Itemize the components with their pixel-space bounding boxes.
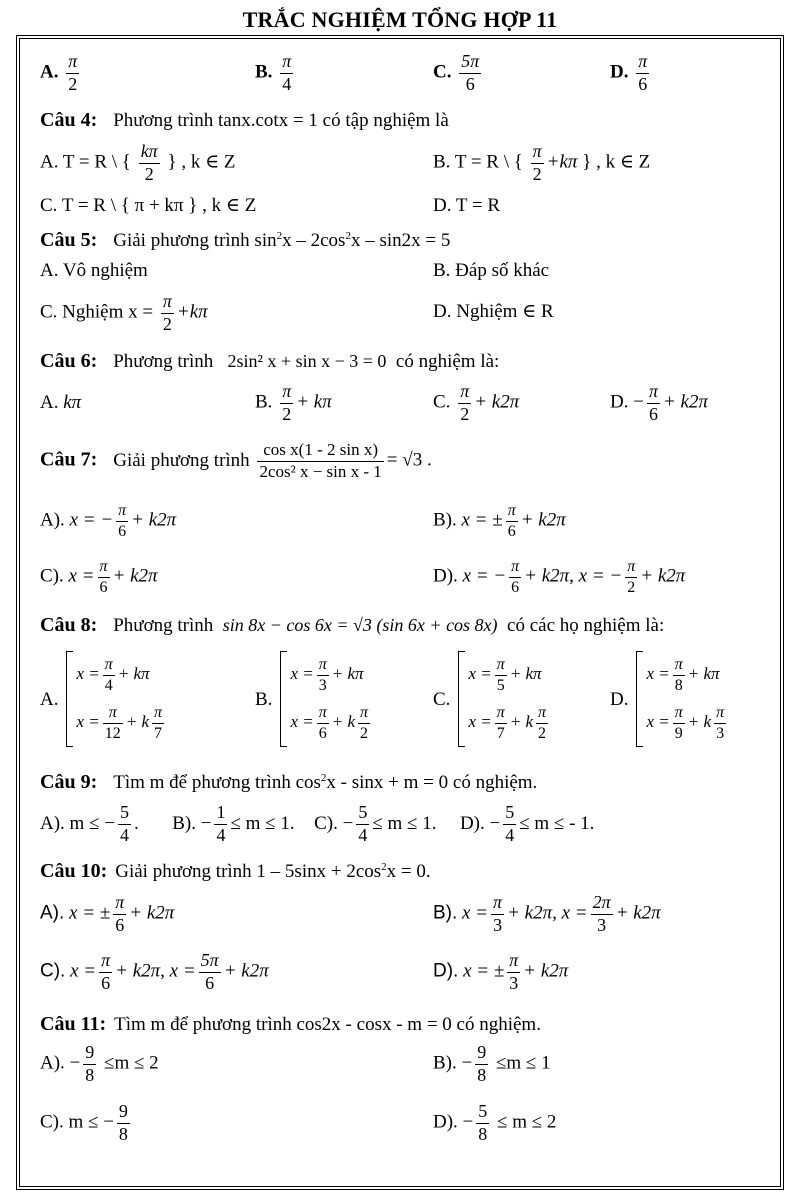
fraction: $\frac{\pi}{2}$: [360, 704, 369, 742]
fraction: $\frac{\pi}{6}$: [101, 950, 111, 993]
q7-option-b[interactable]: B). x = ± $\frac{\pi}{6}$ + k2π: [433, 502, 566, 540]
fraction: $\frac{1}{4}$: [216, 802, 226, 845]
q3-option-a[interactable]: A. $\frac{\pi}{2}$: [40, 51, 78, 94]
q6-option-c[interactable]: C. $\frac{\pi}{2}$ + k2π: [433, 381, 520, 424]
page-title: TRẮC NGHIỆM TỔNG HỢP 11: [242, 7, 558, 32]
fraction: $\frac{\pi}{12}$: [104, 704, 121, 742]
fraction: $\frac{\pi}{6}$: [115, 892, 125, 935]
q4-option-d[interactable]: D. T = R: [433, 195, 501, 216]
equation-system: x = $\frac{\pi}{5}$ + kπ x = $\frac{\pi}{7}$ + k $\frac{\pi}{2}$: [458, 651, 551, 747]
fraction: $\frac{\pi}{4}$: [282, 51, 292, 94]
fraction: $\frac{\text{cos x(1 - 2 sin x)}}{\text{2cos² x − sin x - 1}}$: [259, 440, 382, 481]
fraction: $\frac{\pi}{6}$: [648, 381, 658, 424]
q8-option-b[interactable]: B. x = $\frac{\pi}{3}$ + kπ x = $\frac{\pi}{6}$ + k $\frac{\pi}{2}$: [255, 651, 373, 747]
q6-option-b[interactable]: B. $\frac{\pi}{2}$ + kπ: [255, 381, 332, 424]
q4-option-c[interactable]: C. T = R \ { π + kπ } , k ∈ Z: [40, 195, 257, 216]
fraction: $\frac{\pi}{2}$: [538, 704, 547, 742]
q7-option-d[interactable]: D). x = − $\frac{\pi}{6}$ + k2π, x = − $\frac{\pi}{2}$ + k2π: [433, 558, 686, 596]
fraction: $\frac{\pi}{3}$: [509, 950, 519, 993]
question-6: Câu 6: Phương trình 2sin² x + sin x − 3 = 0 có nghiệm là:: [40, 350, 500, 372]
q5-option-c[interactable]: C. Nghiệm x = $\frac{\pi}{2}$ +kπ: [40, 291, 208, 334]
question-9: Câu 9: Tìm m để phương trình $\cos^2x - \sin x + m = 0$ có nghiệm.: [40, 771, 538, 793]
q9-option-c[interactable]: C). − $\frac{5}{4}$ ≤ m ≤ 1.: [314, 802, 437, 845]
q5-option-a[interactable]: A. Vô nghiệm: [40, 260, 148, 281]
fraction: $\frac{\pi}{3}$: [493, 892, 503, 935]
q10-option-c[interactable]: C). x = $\frac{\pi}{6}$ + k2π, x = $\frac{5\pi}{6}$ + k2π: [40, 950, 269, 993]
fraction: $\frac{5}{4}$: [505, 802, 515, 845]
q4-option-a[interactable]: A. T = R \ { $\frac{k\pi}{2}$ } , k ∈ Z: [40, 141, 236, 184]
q9-options: [40, 803, 594, 846]
question-5: Câu 5: Giải phương trình $\sin^2x - 2\cos^2x - \sin 2x = 5$: [40, 229, 451, 251]
q6-option-a[interactable]: A. kπ: [40, 392, 82, 413]
fraction: $\frac{5\pi}{6}$: [200, 950, 219, 993]
fraction: $\frac{\pi}{2}$: [627, 558, 636, 596]
q3-option-d[interactable]: D. $\frac{\pi}{6}$: [610, 51, 648, 94]
fraction: $\frac{\pi}{3}$: [318, 656, 327, 694]
fraction: $\frac{k\pi}{2}$: [140, 141, 158, 184]
q10-option-d[interactable]: D). x = ± $\frac{\pi}{3}$ + k2π: [433, 950, 569, 993]
q9-option-d[interactable]: D). − $\frac{5}{4}$ ≤ m ≤ - 1.: [459, 802, 595, 845]
fraction: $\frac{\pi}{7}$: [496, 704, 505, 742]
fraction: $\frac{\pi}{6}$: [511, 558, 520, 596]
fraction: $\frac{\pi}{6}$: [507, 502, 516, 540]
q8-option-a[interactable]: A. x = $\frac{\pi}{4}$ + kπ x = $\frac{\pi}{12}$ + k $\frac{\pi}{7}$: [40, 651, 167, 747]
fraction: $\frac{\pi}{4}$: [104, 656, 113, 694]
fraction: $\frac{\pi}{5}$: [496, 656, 505, 694]
q8-option-d[interactable]: D. x = $\frac{\pi}{8}$ + kπ x = $\frac{\pi}{9}$ + k $\frac{\pi}{3}$: [610, 651, 729, 747]
question-7: Câu 7: Giải phương trình $\frac{\text{cos x(1 - 2 sin x)}}{\text{2cos² x − sin x - 1}}$ = √3 .: [40, 440, 432, 481]
q5-option-d[interactable]: D. Nghiệm ∈ R: [433, 301, 554, 322]
fraction: $\frac{5}{4}$: [119, 802, 129, 845]
fraction: $\frac{\pi}{3}$: [716, 704, 725, 742]
q7-option-a[interactable]: A). x = − $\frac{\pi}{6}$ + k2π: [40, 502, 177, 540]
fraction: $\frac{\pi}{8}$: [674, 656, 683, 694]
q11-option-b[interactable]: B). − $\frac{9}{8}$ ≤m ≤ 1: [433, 1042, 551, 1085]
q4-option-b[interactable]: B. T = R \ { $\frac{\pi}{2}$ +kπ } , k ∈ Z: [433, 141, 651, 184]
question-10: Câu 10: Giải phương trình $1 - 5\sin x + 2\cos^2x = 0$.: [40, 860, 431, 882]
fraction: $\frac{\pi}{6}$: [99, 558, 108, 596]
fraction: $\frac{9}{8}$: [118, 1101, 128, 1144]
q9-option-b[interactable]: B). − $\frac{1}{4}$ ≤ m ≤ 1.: [172, 802, 295, 845]
fraction: $\frac{5}{8}$: [478, 1101, 488, 1144]
q3-option-c[interactable]: C. $\frac{5\pi}{6}$: [433, 51, 480, 94]
fraction: $\frac{\pi}{7}$: [154, 704, 163, 742]
fraction: $\frac{\pi}{2}$: [532, 141, 542, 184]
fraction: $\frac{\pi}{2}$: [282, 381, 292, 424]
question-11: Câu 11: Tìm m để phương trình cos2x - cosx - m = 0 có nghiệm.: [40, 1013, 541, 1035]
fraction: $\frac{\pi}{6}$: [318, 704, 327, 742]
equation-system: x = $\frac{\pi}{3}$ + kπ x = $\frac{\pi}{6}$ + k $\frac{\pi}{2}$: [280, 651, 373, 747]
fraction: $\frac{2\pi}{3}$: [592, 892, 611, 935]
fraction: $\frac{\pi}{2}$: [162, 291, 172, 334]
q9-option-a[interactable]: A). m ≤ − $\frac{5}{4}$ .: [40, 802, 139, 845]
fraction: $\frac{\pi}{2}$: [460, 381, 470, 424]
fraction: $\frac{\pi}{6}$: [638, 51, 648, 94]
q11-option-d[interactable]: D). − $\frac{5}{8}$ ≤ m ≤ 2: [433, 1101, 557, 1144]
q6-option-d[interactable]: D. − $\frac{\pi}{6}$ + k2π: [610, 381, 709, 424]
fraction: $\frac{\pi}{2}$: [68, 51, 78, 94]
question-4: Câu 4: Phương trình tanx.cotx = 1 có tập nghiệm là: [40, 109, 449, 131]
q8-option-c[interactable]: C. x = $\frac{\pi}{5}$ + kπ x = $\frac{\pi}{7}$ + k $\frac{\pi}{2}$: [433, 651, 551, 747]
q5-option-b[interactable]: B. Đáp số khác: [433, 260, 550, 281]
fraction: $\frac{\pi}{6}$: [118, 502, 127, 540]
q3-option-b[interactable]: B. $\frac{\pi}{4}$: [255, 51, 292, 94]
fraction: $\frac{\pi}{9}$: [674, 704, 683, 742]
question-8: Câu 8: Phương trình sin 8x − cos 6x = √3 (sin 6x + cos 8x) có các họ nghiệm là:: [40, 614, 665, 636]
q7-option-c[interactable]: C). x = $\frac{\pi}{6}$ + k2π: [40, 558, 158, 596]
q10-option-a[interactable]: A). x = ± $\frac{\pi}{6}$ + k2π: [40, 892, 175, 935]
q11-option-a[interactable]: A). − $\frac{9}{8}$ ≤m ≤ 2: [40, 1042, 159, 1085]
equation-system: x = $\frac{\pi}{8}$ + kπ x = $\frac{\pi}{9}$ + k $\frac{\pi}{3}$: [636, 651, 729, 747]
fraction: $\frac{9}{8}$: [85, 1042, 95, 1085]
fraction: $\frac{5}{4}$: [358, 802, 368, 845]
q10-option-b[interactable]: B). x = $\frac{\pi}{3}$ + k2π, x = $\frac{2\pi}{3}$ + k2π: [433, 892, 661, 935]
fraction: $\frac{5\pi}{6}$: [461, 51, 480, 94]
equation-system: x = $\frac{\pi}{4}$ + kπ x = $\frac{\pi}{12}$ + k $\frac{\pi}{7}$: [66, 651, 167, 747]
fraction: $\frac{9}{8}$: [477, 1042, 487, 1085]
q11-option-c[interactable]: C). m ≤ − $\frac{9}{8}$: [40, 1101, 128, 1144]
